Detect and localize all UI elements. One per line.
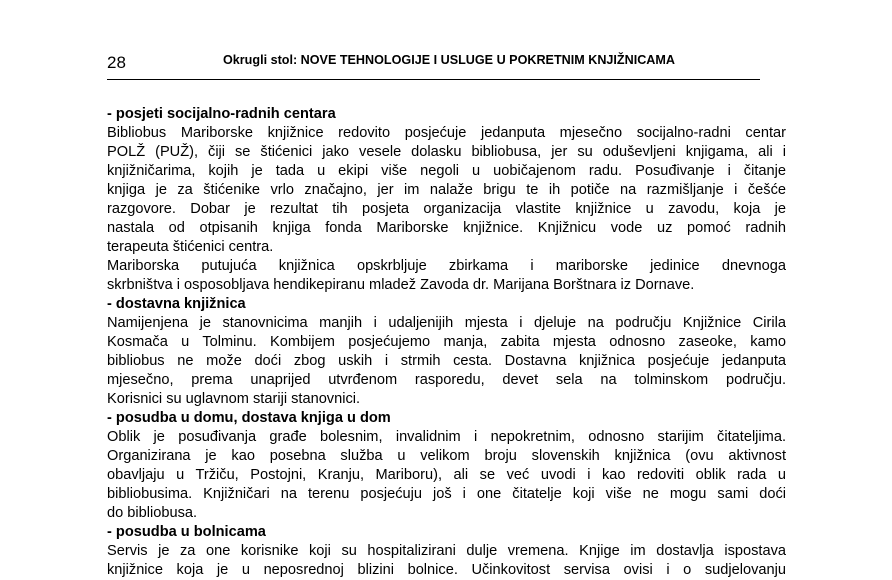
paragraph-line: Bibliobus Mariborske knjižnice redovito posjećuje jedanputa mjesečno socijalno-radni centar: [107, 125, 786, 141]
paragraph-line: knjižnice koja je u neposrednoj blizini bolnice. Učinkovitost servisa ovisi i o sudjelovanju: [107, 562, 786, 578]
paragraph-line: do bibliobusa.: [107, 505, 198, 521]
paragraph-line: Mariborska putujuća knjižnica opskrbljuje zbirkama i mariborske jedinice dnevnoga: [107, 258, 786, 274]
paragraph-line: POLŽ (PUŽ), čiji se štićenici jako vesele dolasku bibliobusa, jer su oduševljeni knjigama, ali i: [107, 144, 786, 160]
paragraph-line: terapeuta štićenici centra.: [107, 239, 274, 255]
paragraph-line: bibliobus ne može doći zbog uskih i strmih cesta. Dostavna knjižnica posjećuje jedanputa: [107, 353, 786, 369]
section-heading: - dostavna knjižnica: [107, 296, 246, 312]
paragraph-line: mjesečno, prema unaprijed utvrđenom rasporedu, devet sela na tolminskom području.: [107, 372, 786, 388]
paragraph-line: Servis je za one korisnike koji su hospitalizirani dulje vremena. Knjige im dostavlja ispostava: [107, 543, 786, 559]
paragraph-line: Korisnici su uglavnom stariji stanovnici.: [107, 391, 361, 407]
paragraph-line: nastala od otpisanih knjiga fonda Mariborske knjižnice. Knjižnicu vode uz pomoć radnih: [107, 220, 786, 236]
paragraph-line: Oblik je posuđivanja građe bolesnim, invalidnim i nepokretnim, odnosno starijim čitateljima.: [107, 429, 786, 445]
header-divider: [107, 79, 760, 80]
body-text: [107, 105, 786, 580]
section-heading: - posudba u bolnicama: [107, 524, 266, 540]
paragraph-line: Kosmača u Tolminu. Kombijem posjećujemo manja, zabita mjesta odnosno zaseoke, kamo: [107, 334, 786, 350]
paragraph-line: razgovore. Dobar je rezultat tih posjeta organizacija vlastite knjižnice u zavodu, koja je: [107, 201, 786, 217]
paragraph-line: knjiga je za štićenike vrlo značajno, jer im nalaže brigu te ih potiče na razmišljanje i češće: [107, 182, 786, 198]
paragraph-line: Namijenjena je stanovnicima manjih i udaljenijih mjesta i djeluje na području Knjižnice Cirila: [107, 315, 786, 331]
paragraph-line: knjižničarima, kojih je tada u ekipi više negoli u uobičajenom radu. Posuđivanje i čitanje: [107, 163, 786, 179]
paragraph-line: obavljaju u Tržiču, Postojni, Kranju, Mariboru), ali se već uvodi i kao redoviti oblik rada u: [107, 467, 786, 483]
paragraph-line: Organizirana je kao posebna služba u velikom broju slovenskih knjižnica (ovu aktivnost: [107, 448, 786, 464]
paragraph-line: skrbništva i osposobljava hendikepiranu mladež Zavoda dr. Marijana Borštnara iz Dornave.: [107, 277, 695, 293]
page-number: 28: [107, 53, 126, 72]
running-header-title: Okrugli stol: NOVE TEHNOLOGIJE I USLUGE U POKRETNIM KNJIŽNICAMA: [222, 53, 675, 67]
paragraph-line: bibliobusima. Knjižničari na terenu posjećuju još i one čitatelje koji više ne mogu sami doći: [107, 486, 786, 502]
section-heading: - posjeti socijalno-radnih centara: [107, 106, 336, 122]
section-heading: - posudba u domu, dostava knjiga u dom: [107, 410, 391, 426]
